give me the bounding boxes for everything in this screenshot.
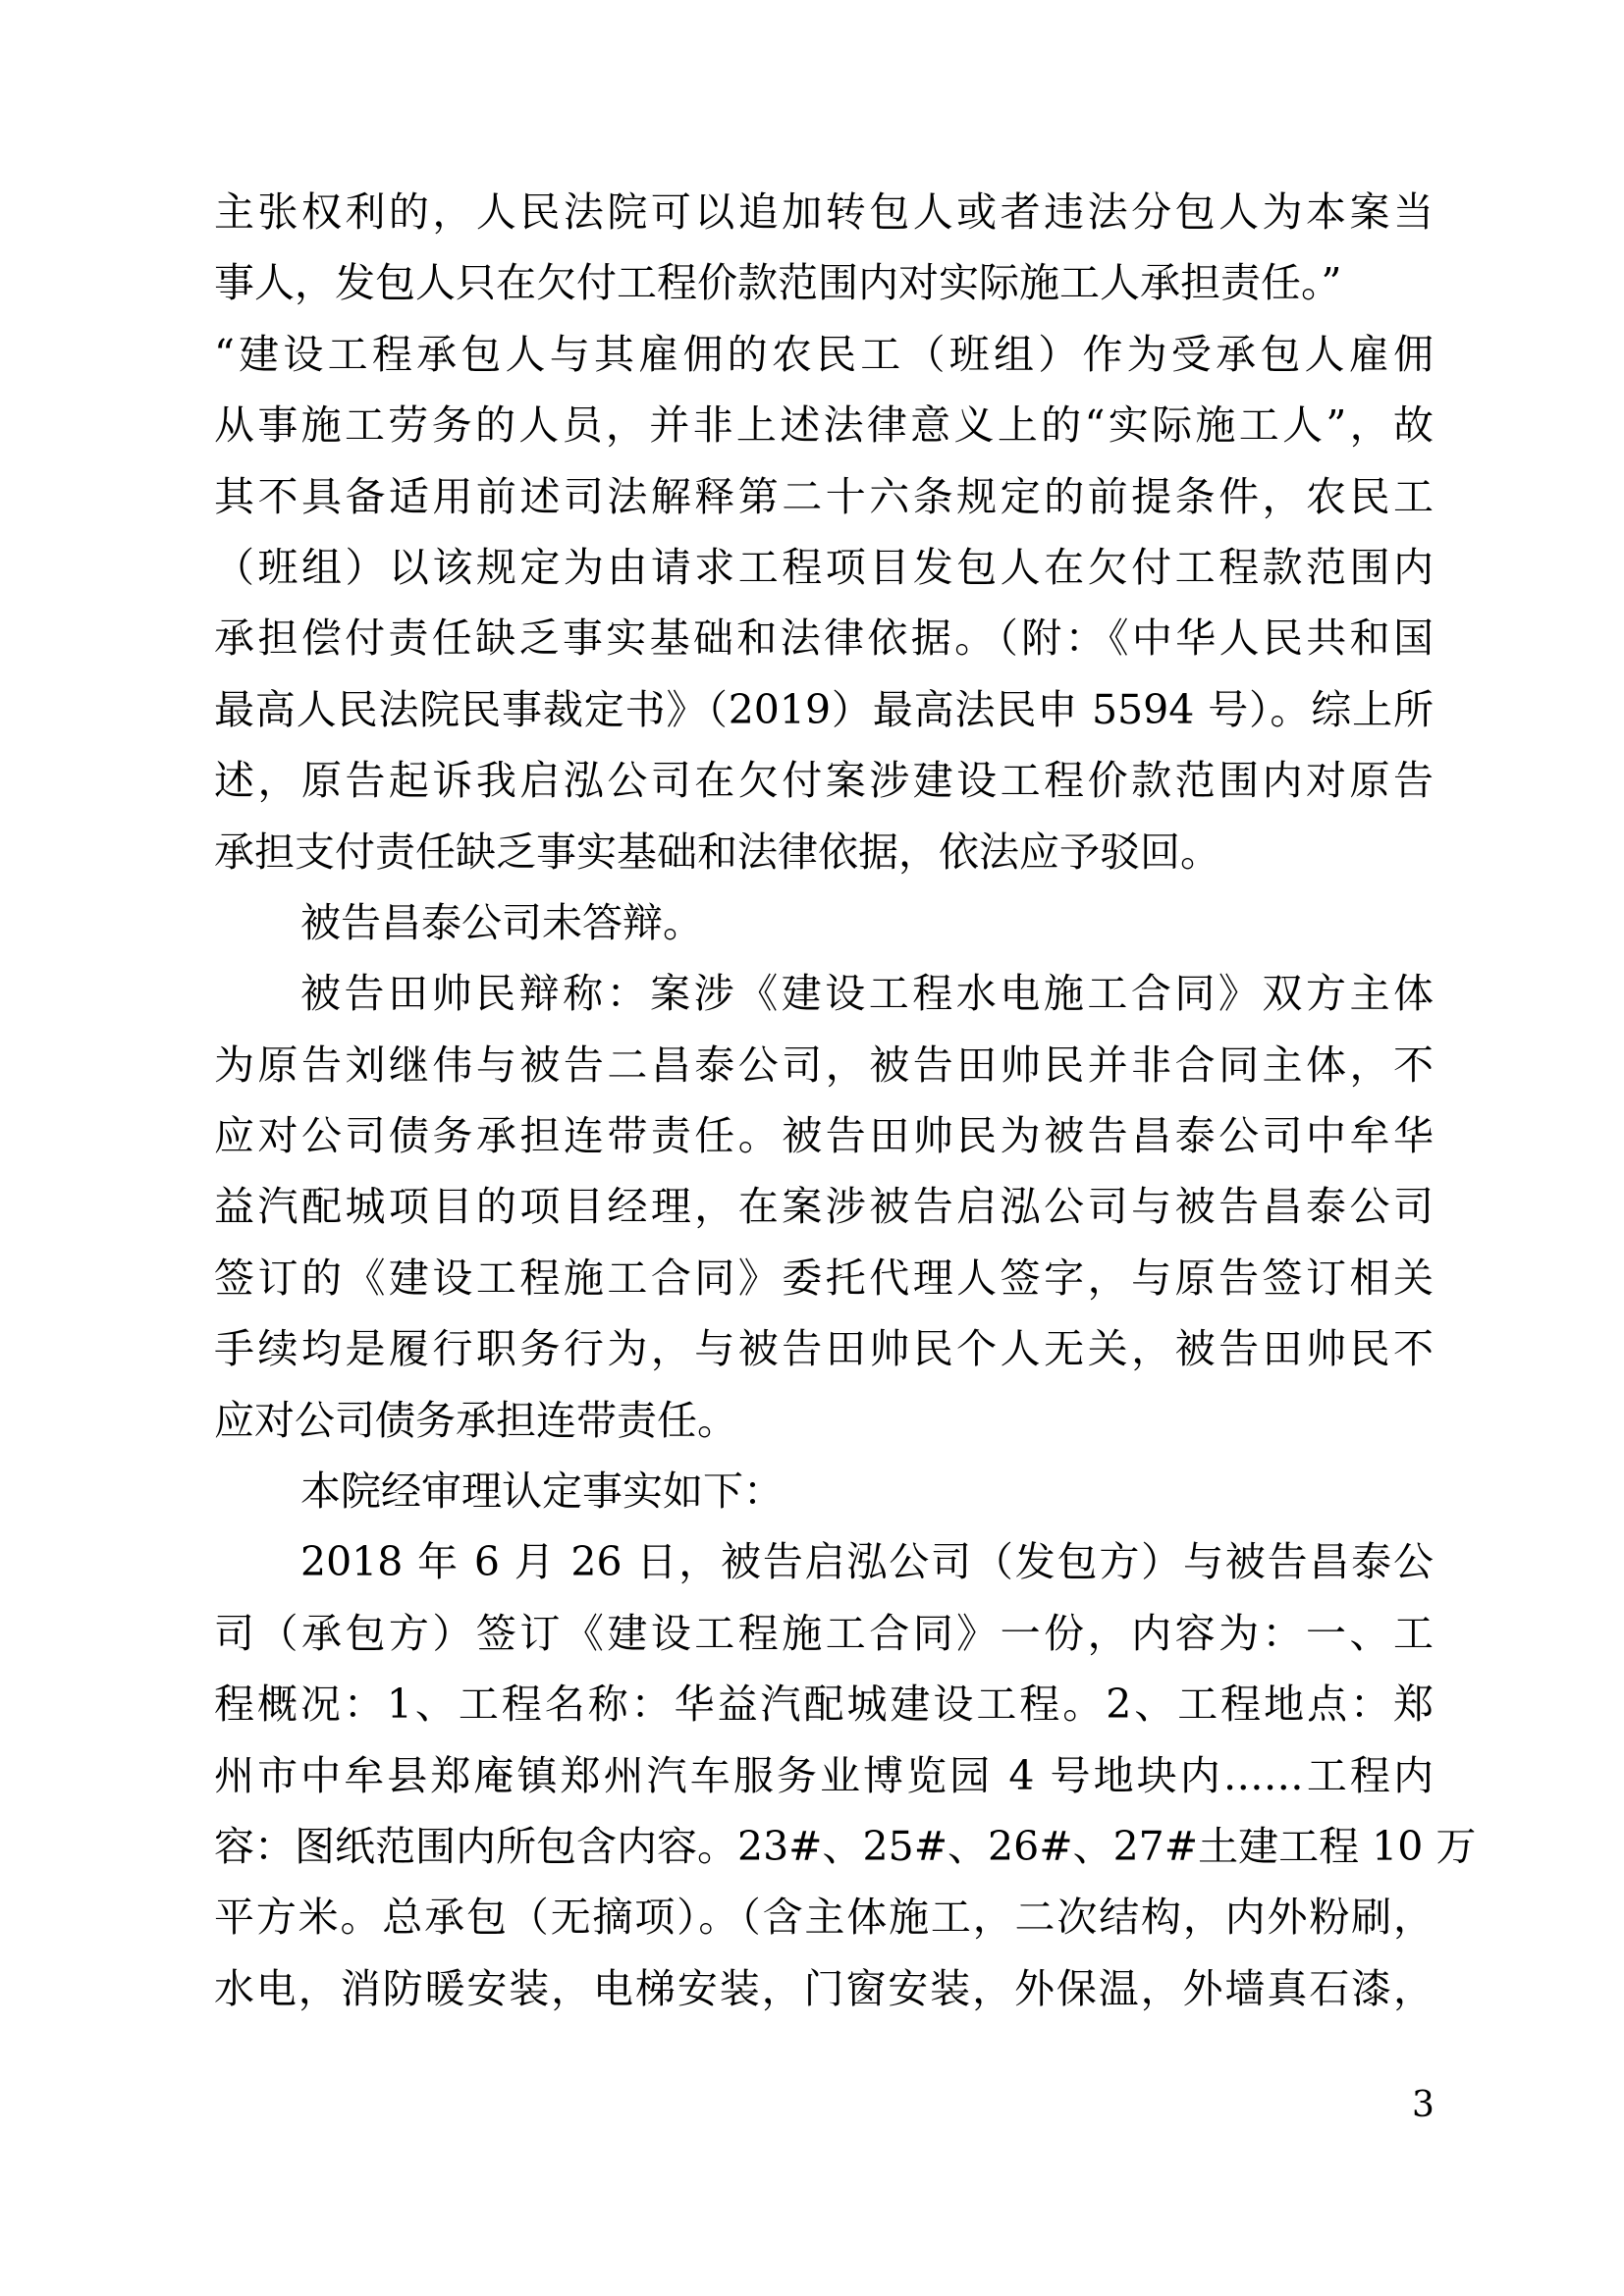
text-line: 事人，发包人只在欠付工程价款范围内对实际施工人承担责任。” [214, 259, 1342, 307]
text-line: 平方米。总承包（无摘项）。（含主体施工，二次结构，内外粉刷， [214, 1894, 1434, 1942]
text-line: 应对公司债务承担连带责任。被告田帅民为被告昌泰公司中牟华 [214, 1112, 1434, 1160]
text-line: （班组）以该规定为由请求工程项目发包人在欠付工程款范围内 [214, 543, 1434, 591]
text-line: 述，原告起诉我启泓公司在欠付案涉建设工程价款范围内对原告 [214, 757, 1434, 805]
text-line: 签订的《建设工程施工合同》委托代理人签字，与原告签订相关 [214, 1254, 1434, 1302]
text-line: 为原告刘继伟与被告二昌泰公司，被告田帅民并非合同主体，不 [214, 1041, 1434, 1089]
document-body [214, 177, 1477, 2024]
text-line: 程概况：1、工程名称：华益汽配城建设工程。2、工程地点：郑 [214, 1681, 1434, 1729]
text-line: 2018 年 6 月 26 日，被告启泓公司（发包方）与被告昌泰公 [300, 1538, 1434, 1586]
text-line: 承担支付责任缺乏事实基础和法律依据，依法应予驳回。 [214, 828, 1220, 876]
page-number: 3 [1412, 2085, 1435, 2125]
text-line: 益汽配城项目的项目经理，在案涉被告启泓公司与被告昌泰公司 [214, 1183, 1434, 1231]
text-line: 从事施工劳务的人员，并非上述法律意义上的“实际施工人”，故 [214, 401, 1434, 450]
text-line: “建设工程承包人与其雇佣的农民工（班组）作为受承包人雇佣 [214, 330, 1434, 378]
text-line: 州市中牟县郑庵镇郑州汽车服务业博览园 4 号地块内……工程内 [214, 1751, 1434, 1799]
text-line: 水电，消防暖安装，电梯安装，门窗安装，外保温，外墙真石漆， [214, 1964, 1434, 2012]
text-line: 主张权利的，人民法院可以追加转包人或者违法分包人为本案当 [214, 188, 1434, 236]
text-line: 被告昌泰公司未答辩。 [300, 898, 703, 946]
text-line: 本院经审理认定事实如下： [300, 1468, 784, 1516]
text-line: 手续均是履行职务行为，与被告田帅民个人无关，被告田帅民不 [214, 1325, 1434, 1373]
text-line: 承担偿付责任缺乏事实基础和法律依据。（附：《中华人民共和国 [214, 614, 1434, 663]
text-line: 其不具备适用前述司法解释第二十六条规定的前提条件，农民工 [214, 472, 1434, 520]
text-line: 司（承包方）签订《建设工程施工合同》一份，内容为：一、工 [214, 1609, 1434, 1657]
text-line: 最高人民法院民事裁定书》（2019）最高法民申 5594 号）。综上所 [214, 685, 1434, 733]
text-line: 应对公司债务承担连带责任。 [214, 1396, 737, 1444]
text-line: 被告田帅民辩称：案涉《建设工程水电施工合同》双方主体 [300, 970, 1434, 1018]
text-line: 容：图纸范围内所包含内容。23#、25#、26#、27#土建工程 10 万 [214, 1822, 1477, 1870]
